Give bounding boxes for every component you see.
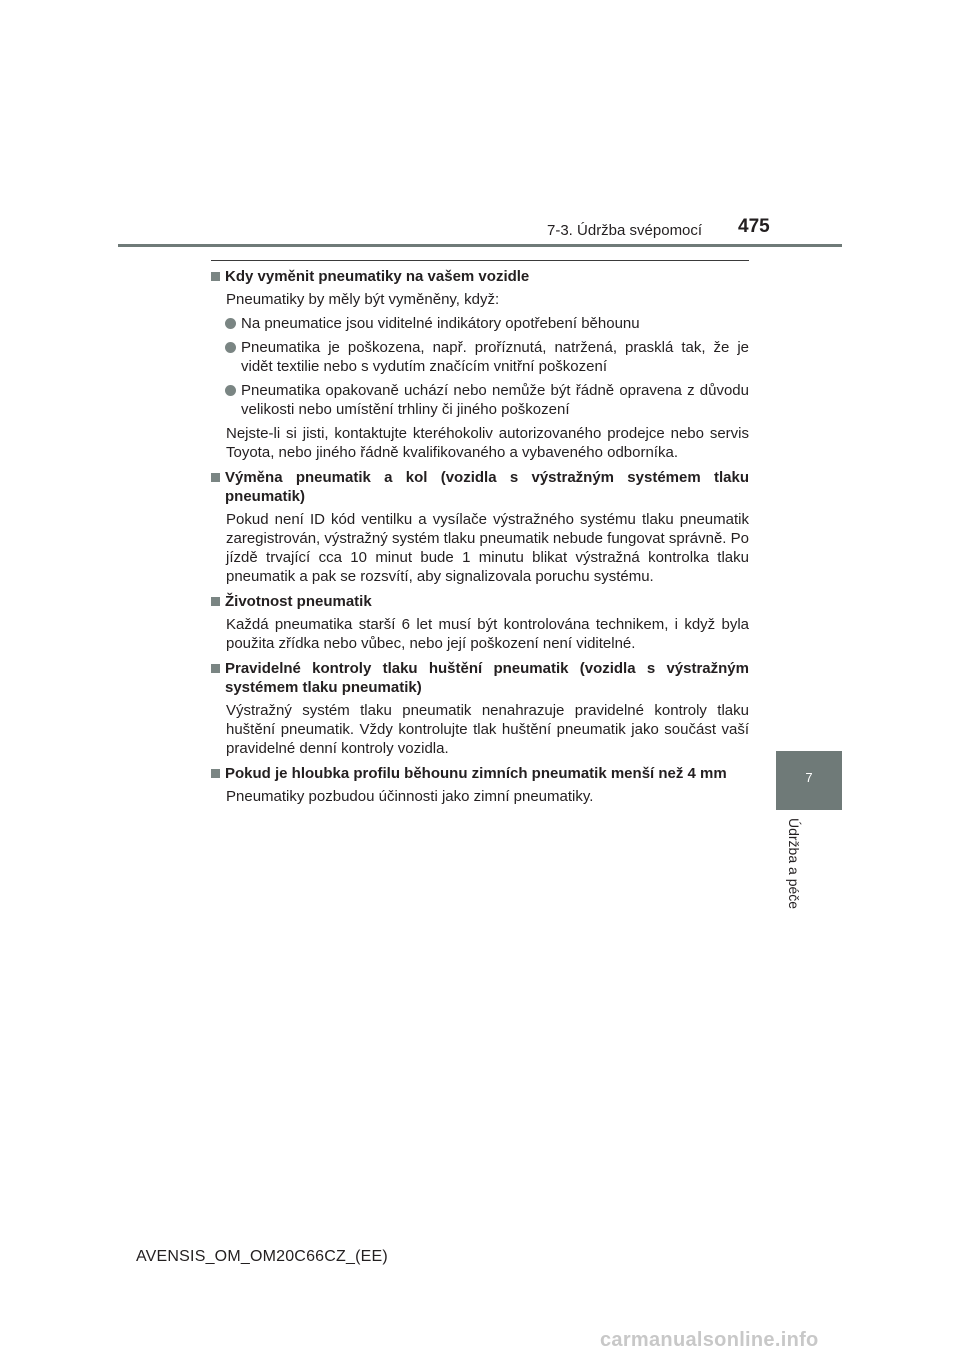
square-bullet-icon — [211, 769, 220, 778]
paragraph: Nejste-li si jisti, kontaktujte kteréhokoliv autorizovaného prodejce nebo servis Toyota, nebo jiného řádně kvalifikovaného a vybaveného odborníka. — [226, 425, 749, 461]
list-item-text: Pneumatika opakovaně uchází nebo nemůže být řádně opravena z důvodu velikosti nebo umístění trhliny či jiného poškození — [241, 382, 749, 418]
section-heading — [211, 592, 749, 611]
list-item-text: Pneumatika je poškozena, např. proříznutá, natržená, prasklá tak, že je vidět textilie nebo s vydutím značícím vnitřní poškození — [241, 339, 749, 375]
section-tire-lifespan — [211, 592, 749, 653]
page-number: 475 — [738, 216, 770, 237]
main-content — [211, 267, 749, 812]
square-bullet-icon — [211, 597, 220, 606]
content-divider — [211, 260, 749, 261]
heading-text: Pravidelné kontroly tlaku huštění pneumatik (vozidla s výstražným systémem tlaku pneumatik) — [225, 660, 749, 696]
chapter-number: 7 — [805, 770, 813, 785]
square-bullet-icon — [211, 664, 220, 673]
paragraph: Výstražný systém tlaku pneumatik nenahrazuje pravidelné kontroly tlaku huštění pneumatik. Vždy kontrolujte tlak huštění pneumatik jako součást vaší pravidelné denní kontroly vozidla. — [226, 702, 749, 757]
round-bullet-icon — [225, 318, 236, 329]
chapter-title: Údržba a péče — [786, 818, 802, 910]
section-winter-tread-depth — [211, 764, 749, 806]
watermark: carmanualsonline.info — [600, 1329, 819, 1351]
section-pressure-checks — [211, 659, 749, 758]
chapter-tab — [776, 751, 842, 810]
list-item — [211, 381, 749, 419]
section-heading — [211, 764, 749, 783]
square-bullet-icon — [211, 272, 220, 281]
paragraph: Každá pneumatika starší 6 let musí být kontrolována technikem, i když byla použita zřídka nebo vůbec, nebo její poškození není viditelné. — [226, 616, 749, 652]
paragraph: Pokud není ID kód ventilku a vysílače výstražného systému tlaku pneumatik zaregistrován, výstražný systém tlaku pneumatik nebude fungovat správně. Po jízdě trvající cca 10 minut bude 1 minutu blikat výstražná kontrolka tlaku pneumatik a pak se rozsvítí, aby signalizovala poruchu systému. — [226, 511, 749, 585]
list-item — [211, 314, 749, 333]
section-heading — [211, 659, 749, 697]
heading-text: Kdy vyměnit pneumatiky na vašem vozidle — [225, 268, 530, 285]
section-title: 7-3. Údržba svépomocí — [547, 222, 703, 239]
section-heading — [211, 468, 749, 506]
round-bullet-icon — [225, 385, 236, 396]
section-tire-replacement-when — [211, 267, 749, 462]
list-item — [211, 338, 749, 376]
heading-text: Výměna pneumatik a kol (vozidla s výstražným systémem tlaku pneumatik) — [225, 469, 749, 505]
paragraph: Pneumatiky by měly být vyměněny, když: — [226, 291, 500, 308]
section-heading — [211, 267, 749, 286]
header-divider — [118, 244, 842, 247]
list-item-text: Na pneumatice jsou viditelné indikátory opotřebení běhounu — [241, 315, 640, 332]
paragraph: Pneumatiky pozbudou účinnosti jako zimní pneumatiky. — [226, 788, 594, 805]
heading-text: Životnost pneumatik — [225, 593, 372, 610]
heading-text: Pokud je hloubka profilu běhounu zimních pneumatik menší než 4 mm — [225, 765, 727, 782]
section-tire-wheel-replacement — [211, 468, 749, 586]
round-bullet-icon — [225, 342, 236, 353]
document-code: AVENSIS_OM_OM20C66CZ_(EE) — [136, 1248, 388, 1265]
square-bullet-icon — [211, 473, 220, 482]
